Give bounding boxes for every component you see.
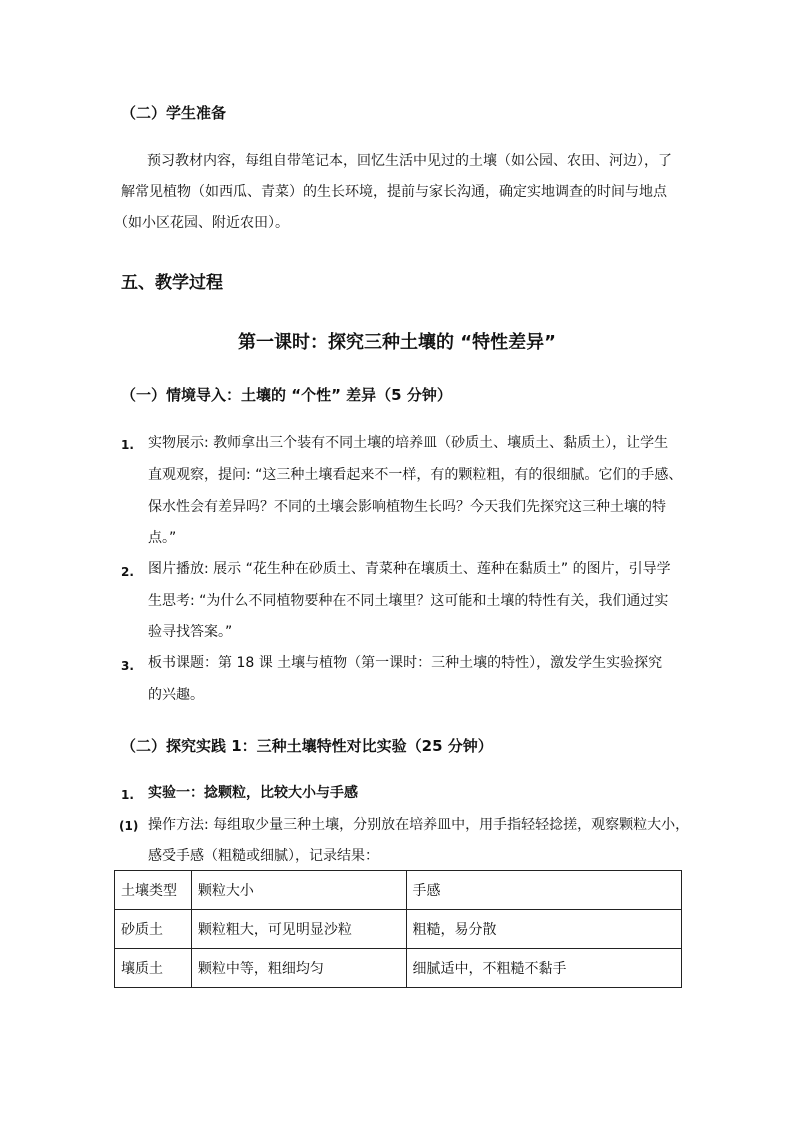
table-cell: 壤质土 [115, 949, 192, 988]
table-header-cell: 手感 [406, 871, 682, 910]
soil-comparison-table [114, 870, 682, 988]
intro-item-2-number: 2. [121, 565, 134, 579]
intro-item-1-number: 1. [121, 438, 134, 452]
experiment-1-sub-line-2: 感受手感（粗糙或细腻），记录结果： [148, 848, 379, 864]
table-header-row [115, 871, 682, 910]
table-cell: 颗粒粗大，可见明显沙粒 [191, 910, 406, 949]
table-cell: 粗糙，易分散 [406, 910, 682, 949]
process-heading: 五、教学过程 [121, 273, 223, 293]
intro-item-1-line-3: 保水性会有差异吗？不同的土壤会影响植物生长吗？今天我们先探究这三种土壤的特 [148, 499, 666, 515]
student-prep-line-1: 预习教材内容，每组自带笔记本，回忆生活中见过的土壤（如公园、农田、河边），了 [147, 153, 672, 169]
intro-item-1-line-2: 直观观察，提问: “这三种土壤看起来不一样，有的颗粒粗，有的很细腻。它们的手感、 [148, 467, 683, 483]
student-prep-line-3: （如小区花园、附近农田）。 [114, 215, 289, 231]
student-prep-line-2: 解常见植物（如西瓜、青菜）的生长环境，提前与家长沟通，确定实地调查的时间与地点 [121, 184, 667, 200]
intro-item-3-number: 3. [121, 659, 134, 673]
experiment-1-number: 1. [121, 788, 134, 802]
experiment-1-sub-number: (1) [119, 819, 139, 833]
practice-heading: （二）探究实践 1：三种土壤特性对比实验（25 分钟） [121, 737, 493, 755]
intro-item-2-line-3: 验寻找答案。” [148, 624, 233, 640]
intro-heading: （一）情境导入：土壤的 “个性” 差异（5 分钟） [121, 386, 452, 404]
intro-item-2-line-1: 图片播放: 展示 “花生种在砂质土、青菜种在壤质土、莲种在黏质土” 的图片，引导学 [148, 561, 671, 577]
table-header-cell: 颗粒大小 [191, 871, 406, 910]
lesson-title: 第一课时：探究三种土壤的 “特性差异” [238, 332, 556, 353]
table-cell: 细腻适中，不粗糙不黏手 [406, 949, 682, 988]
table-header-cell: 土壤类型 [115, 871, 192, 910]
intro-item-3-line-2: 的兴趣。 [148, 687, 204, 703]
table-cell: 颗粒中等，粗细均匀 [191, 949, 406, 988]
table-cell: 砂质土 [115, 910, 192, 949]
experiment-1-sub-line-1: 操作方法: 每组取少量三种土壤，分别放在培养皿中，用手指轻轻捻搓，观察颗粒大小， [148, 817, 690, 833]
experiment-1-title: 实验一：捻颗粒，比较大小与手感 [148, 785, 358, 801]
table-row [115, 949, 682, 988]
intro-item-2-line-2: 生思考: “为什么不同植物要种在不同土壤里？这可能和土壤的特性有关，我们通过实 [148, 593, 669, 609]
student-prep-heading: （二）学生准备 [121, 104, 227, 122]
intro-item-3-line-1: 板书课题：第 18 课 土壤与植物（第一课时：三种土壤的特性），激发学生实验探究 [148, 655, 663, 671]
intro-item-1-line-4: 点。” [148, 530, 177, 546]
table-row [115, 910, 682, 949]
intro-item-1-line-1: 实物展示: 教师拿出三个装有不同土壤的培养皿（砂质土、壤质土、黏质土），让学生 [148, 435, 669, 451]
